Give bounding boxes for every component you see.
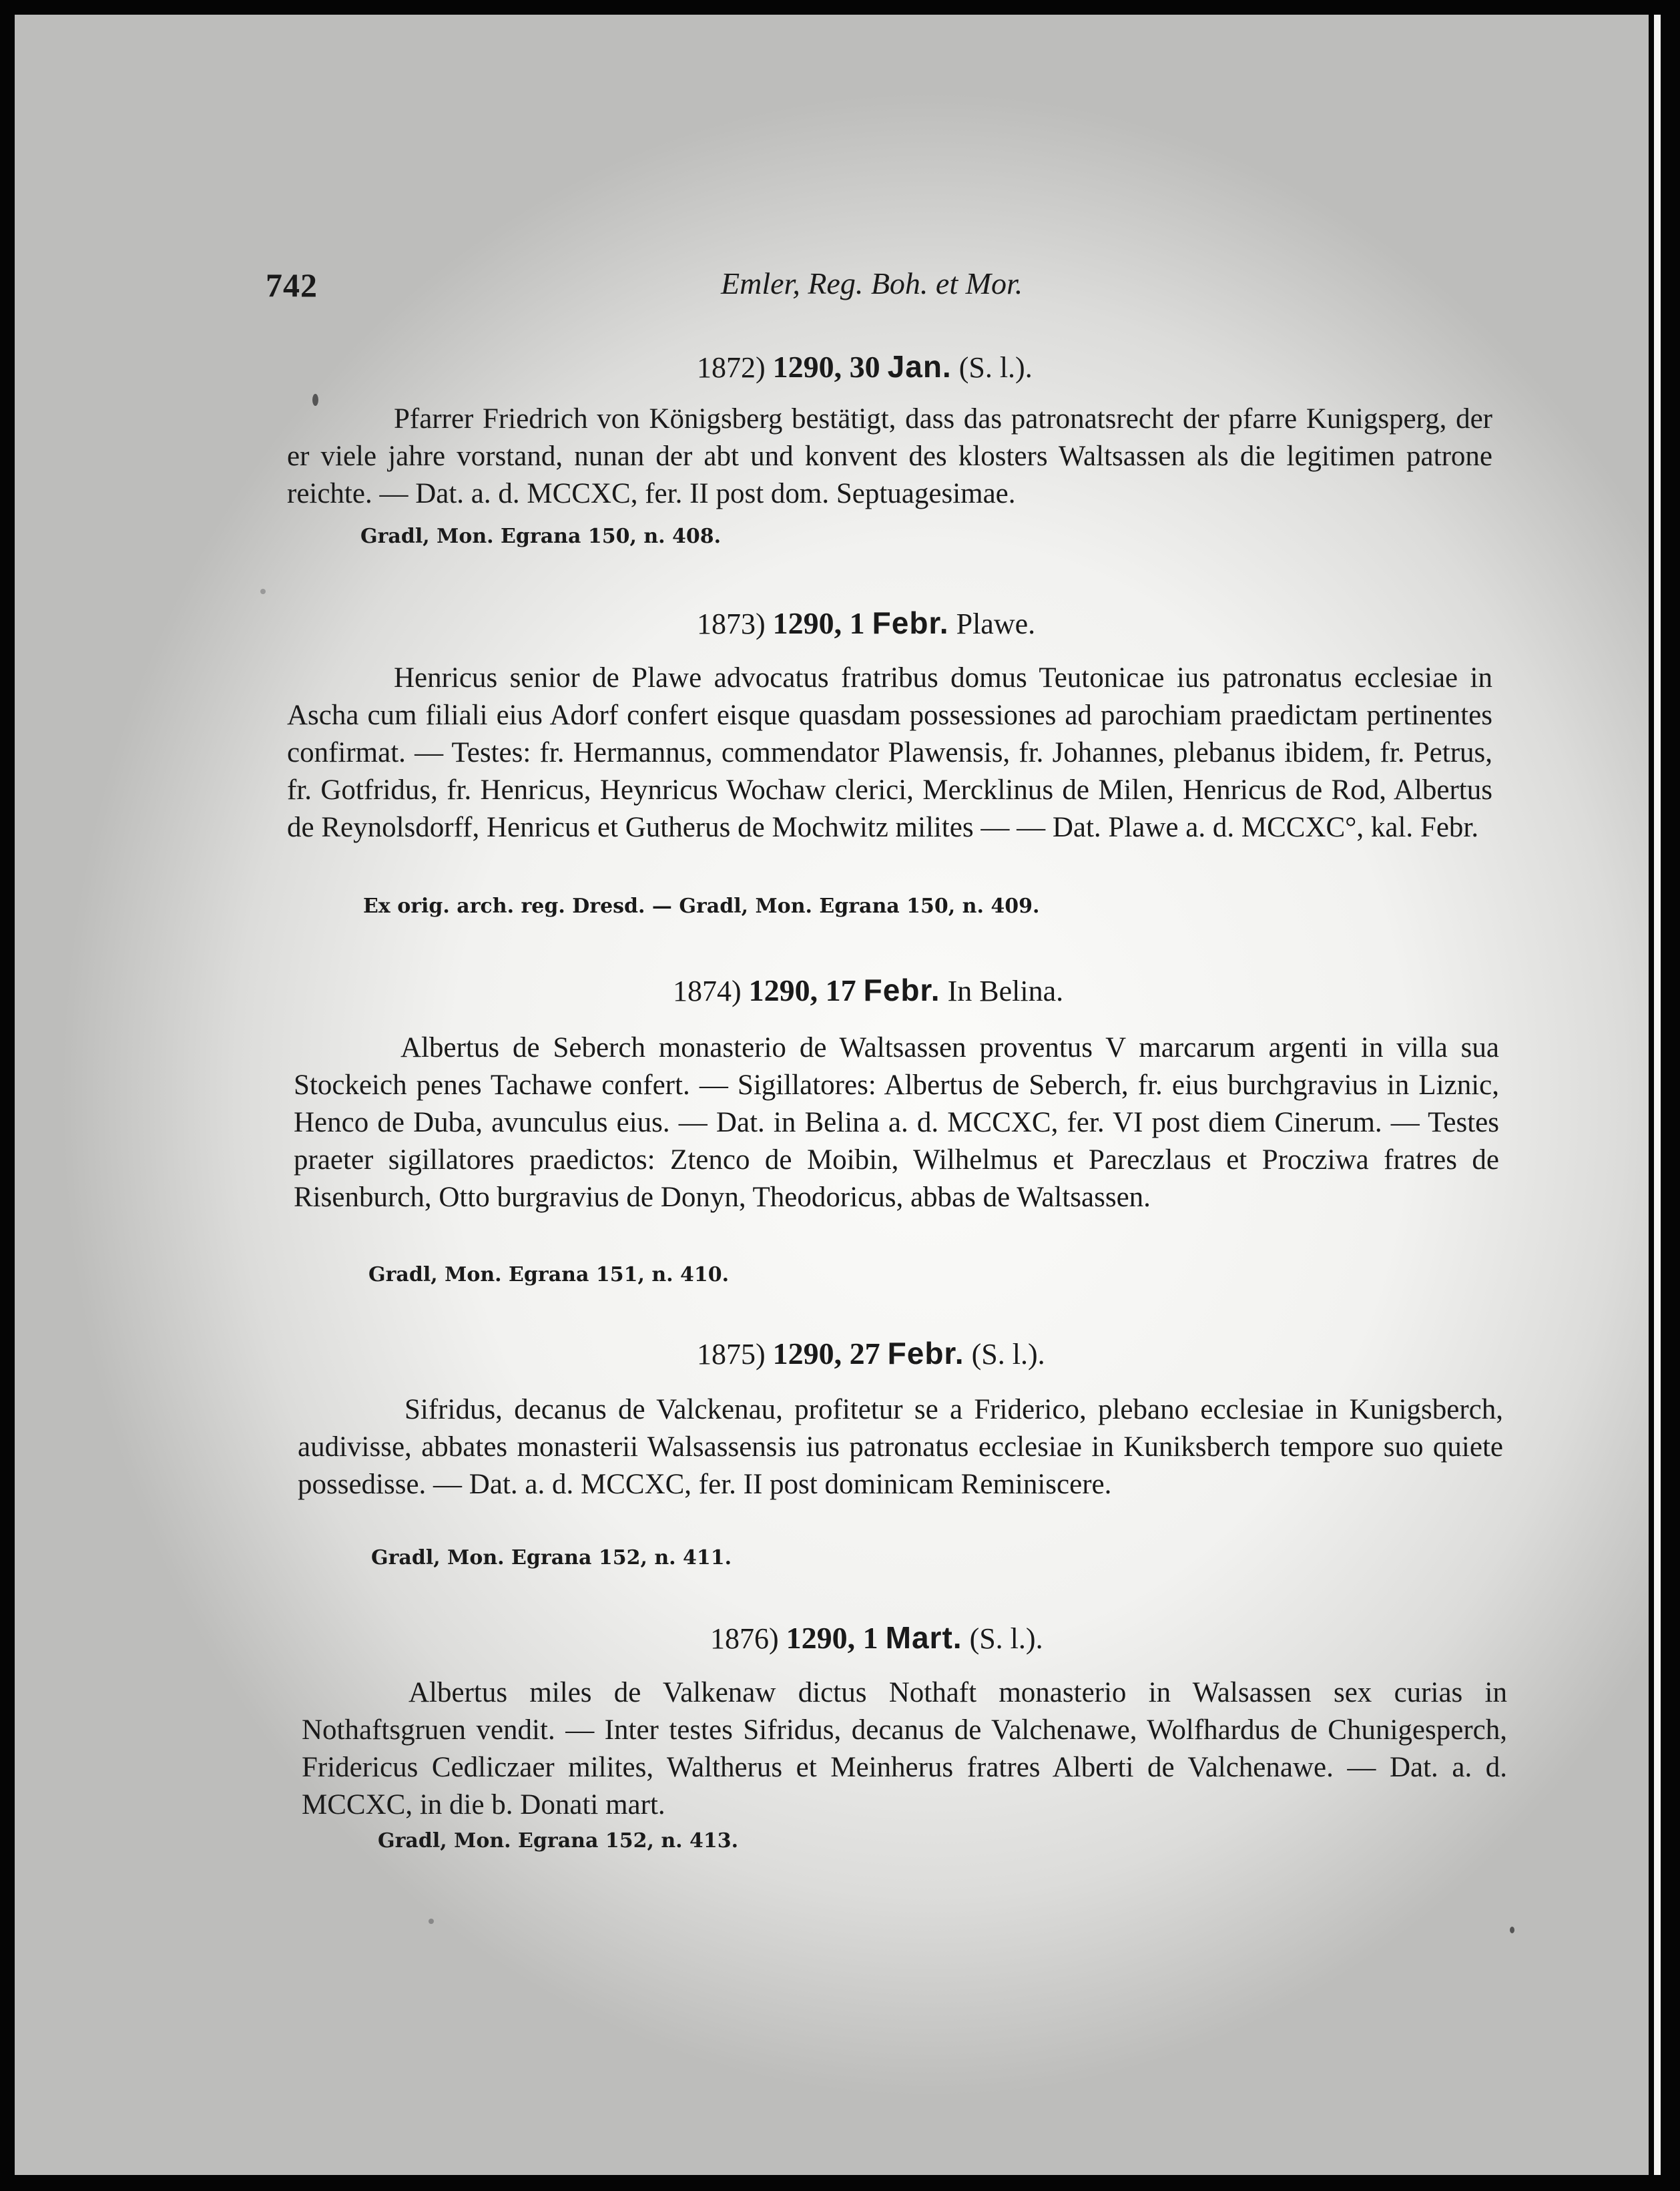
entry-number: 1876): [710, 1622, 779, 1655]
entry-date: 1290, 1: [772, 606, 865, 640]
page-number: 742: [266, 266, 318, 304]
entry-source: Gradl, Mon. Egrana 150, n. 408.: [360, 525, 722, 548]
entry-text: Sifridus, decanus de Valckenau, profitetur se a Friderico, plebano ecclesiae in Kunigsberch, audivisse, abbates monasterii Walsassensis ius patronatus ecclesiae in Kuniksberch tempore suo quiete possedisse. — Dat. a. d. MCCXC, fer. II post dominicam Reminiscere.: [298, 1394, 1503, 1500]
entry-month: Jan.: [887, 349, 952, 384]
entry-place: Plawe.: [956, 607, 1036, 640]
ink-speck: [429, 1919, 434, 1924]
entry-heading: [697, 348, 1033, 385]
entry-month: Febr.: [863, 973, 940, 1007]
ink-speck: [1510, 1927, 1514, 1933]
entry-source: Ex orig. arch. reg. Dresd. — Gradl, Mon. Egrana 150, n. 409.: [363, 895, 1040, 918]
entry-place: (S. l.).: [969, 1622, 1043, 1655]
entry-date: 1290, 17: [748, 973, 856, 1007]
entry-month: Mart.: [885, 1620, 962, 1655]
entry-text: Pfarrer Friedrich von Königsberg bestätigt, dass das patronatsrecht der pfarre Kunigsperg, der er viele jahre vorstand, nunan der abt und konvent des klosters Waltsassen als die legitimen patrone reichte. — Dat. a. d. MCCXC, fer. II post dom. Septuagesimae.: [287, 403, 1492, 509]
page-edge: [1654, 15, 1661, 2175]
entry-number: 1875): [697, 1338, 766, 1371]
entry-heading: [697, 605, 1035, 641]
entry-place: In Belina.: [947, 975, 1064, 1007]
entry-heading: [673, 972, 1063, 1008]
entry-text: Henricus senior de Plawe advocatus fratribus domus Teutonicae ius patronatus ecclesiae in Ascha cum filiali eius Adorf confert eisque quasdam possessiones ad parochiam praedictam pertinentes confirmat. — Testes: fr. Hermannus, commendator Plawensis, fr. Johannes, plebanus ibidem, fr. Petrus, fr. Gotfridus, fr. Henricus, Heynricus Wochaw clerici, Mercklinus de Milen, Henricus de Rod, Albertus de Reynolsdorff, Henricus et Gutherus de Mochwitz milites — — Dat. Plawe a. d. MCCXC°, kal. Febr.: [287, 662, 1492, 843]
running-title: Emler, Reg. Boh. et Mor.: [721, 266, 1023, 300]
entry-source: Gradl, Mon. Egrana 152, n. 413.: [378, 1829, 739, 1853]
entry-number: 1874): [673, 975, 742, 1007]
entry-number: 1873): [697, 607, 766, 640]
entry-text: Albertus miles de Valkenaw dictus Nothaft monasterio in Walsassen sex curias in Nothaftsgruen vendit. — Inter testes Sifridus, decanus de Valchenawe, Wolfhardus de Chunigesperch, Fridericus Cedliczaer milites, Waltherus et Meinherus fratres Alberti de Valchenawe. — Dat. a. d. MCCXC, in die b. Donati mart.: [302, 1677, 1507, 1820]
entry-source: Gradl, Mon. Egrana 152, n. 411.: [371, 1546, 732, 1569]
entry-source: Gradl, Mon. Egrana 151, n. 410.: [368, 1263, 730, 1286]
ink-speck: [260, 589, 266, 594]
entry-date: 1290, 27: [772, 1336, 880, 1371]
entry-place: (S. l.).: [958, 351, 1033, 384]
entry-month: Febr.: [872, 605, 949, 640]
entry-number: 1872): [697, 351, 766, 384]
entry-heading: [710, 1620, 1043, 1656]
entry-text: Albertus de Seberch monasterio de Waltsassen proventus V marcarum argenti in villa sua Stockeich penes Tachawe confert. — Sigillatores: Albertus de Seberch, fr. eius burchgravius in Liznic, Henco de Duba, avunculus eius. — Dat. in Belina a. d. MCCXC, fer. VI post diem Cinerum. — Testes praeter sigillatores praedictos: Ztenco de Moibin, Wilhelmus et Pareczlaus et Procziwa fratres de Risenburch, Otto burgravius de Donyn, Theodoricus, abbas de Waltsassen.: [294, 1032, 1499, 1213]
entry-date: 1290, 1: [786, 1621, 878, 1655]
entry-heading: [697, 1335, 1045, 1371]
entry-month: Febr.: [887, 1336, 964, 1371]
entry-place: (S. l.).: [971, 1338, 1045, 1371]
entry-date: 1290, 30: [772, 350, 880, 384]
